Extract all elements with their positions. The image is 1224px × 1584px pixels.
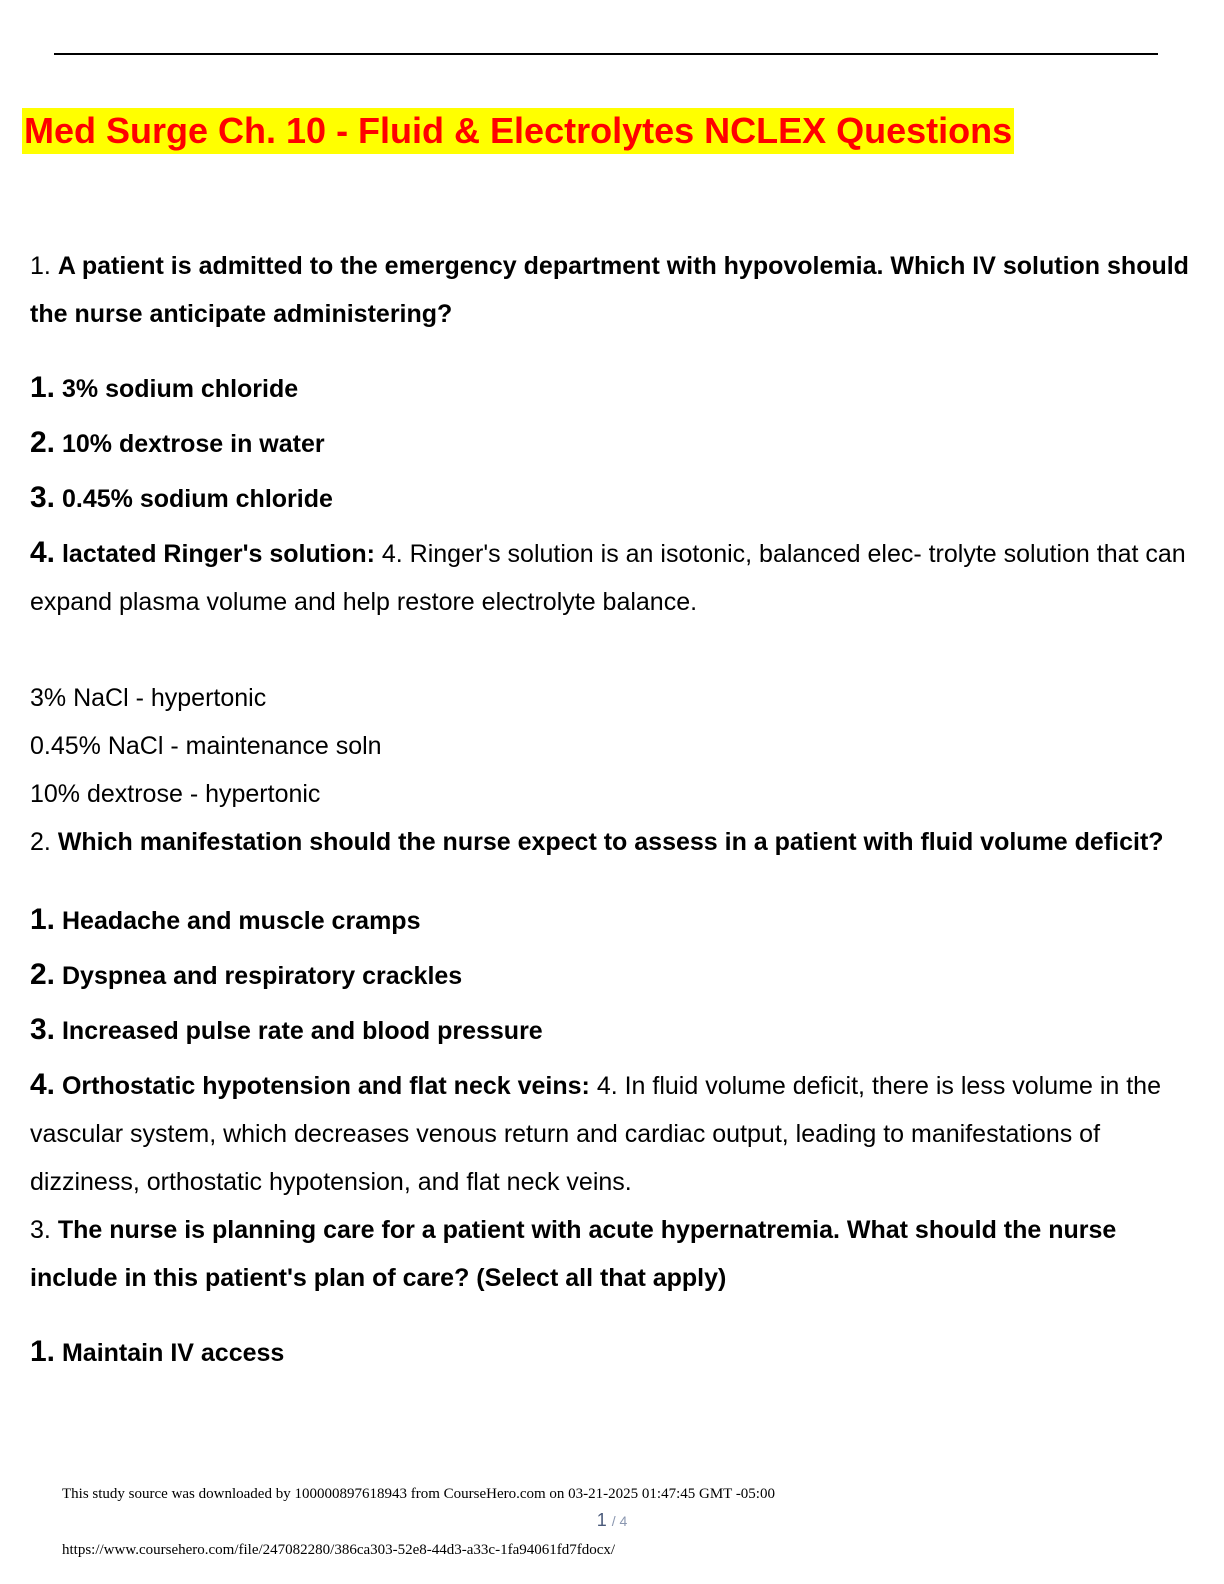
study-note: 0.45% NaCl - maintenance soln [30,732,382,760]
download-source-footer: This study source was downloaded by 100000897618943 from CourseHero.com on 03-21-2025 01:47:45 GMT -05:00 [62,1486,775,1502]
answer-rationale: 4. Ringer's solution is an isotonic, balanced elec- trolyte solution that can expand plasma volume and help restore electrolyte balance. [30,540,1186,616]
option-number: 3. [30,1013,56,1046]
question-text: Which manifestation should the nurse expect to assess in a patient with fluid volume deficit? [57,828,1164,856]
page-current: 1 [596,1510,607,1530]
question-number: 1. [30,252,51,280]
option-text: 0.45% sodium chloride [61,485,333,513]
question-text: The nurse is planning care for a patient with acute hypernatremia. What should the nurse include in this patient's plan of care? (Select all that apply) [30,1216,1117,1292]
option-number: 3. [30,481,56,514]
option-number: 1. [30,1335,56,1368]
option-number: 1. [30,903,56,936]
answer-rationale: 4. In fluid volume deficit, there is less volume in the vascular system, which decreases venous return and cardiac output, leading to manifestations of dizziness, orthostatic hypotension, and flat neck veins. [30,1072,1161,1196]
answer-option [30,1006,1190,1055]
top-rule [54,53,1158,55]
page-title: Med Surge Ch. 10 - Fluid & Electrolytes NCLEX Questions [22,108,1014,154]
question-3 [30,1206,1190,1302]
option-text: 3% sodium chloride [61,375,299,403]
option-text: Orthostatic hypotension and flat neck veins: [61,1072,590,1100]
page-indicator [0,1510,1224,1531]
option-text: 10% dextrose in water [61,430,325,458]
option-number: 2. [30,426,56,459]
answer-option-correct [30,1061,1190,1206]
question-1 [30,242,1190,338]
answer-option [30,364,1190,413]
question-number: 3. [30,1216,51,1244]
question-2 [30,818,1190,866]
option-number: 4. [30,536,56,569]
option-number: 1. [30,371,56,404]
answer-option [30,896,1190,945]
answer-option [30,419,1190,468]
answer-option [30,951,1190,1000]
answer-option-correct [30,529,1190,626]
study-note: 10% dextrose - hypertonic [30,780,321,808]
spacer [30,626,1190,674]
answer-option [30,1328,1190,1377]
answer-option [30,474,1190,523]
study-note: 3% NaCl - hypertonic [30,684,267,712]
source-url-link[interactable]: https://www.coursehero.com/file/247082280/386ca303-52e8-44d3-a33c-1fa94061fd7fdocx/ [62,1542,616,1558]
option-text: Maintain IV access [61,1339,285,1367]
question-number: 2. [30,828,51,856]
option-text: Dyspnea and respiratory crackles [61,962,463,990]
option-number: 2. [30,958,56,991]
question-text: A patient is admitted to the emergency department with hypovolemia. Which IV solution should the nurse anticipate administering? [30,252,1189,328]
option-text: Increased pulse rate and blood pressure [61,1017,543,1045]
page-total: / 4 [611,1513,628,1529]
option-text: Headache and muscle cramps [61,907,421,935]
document-body [30,242,1190,1383]
option-number: 4. [30,1068,56,1101]
option-text: lactated Ringer's solution: [61,540,375,568]
